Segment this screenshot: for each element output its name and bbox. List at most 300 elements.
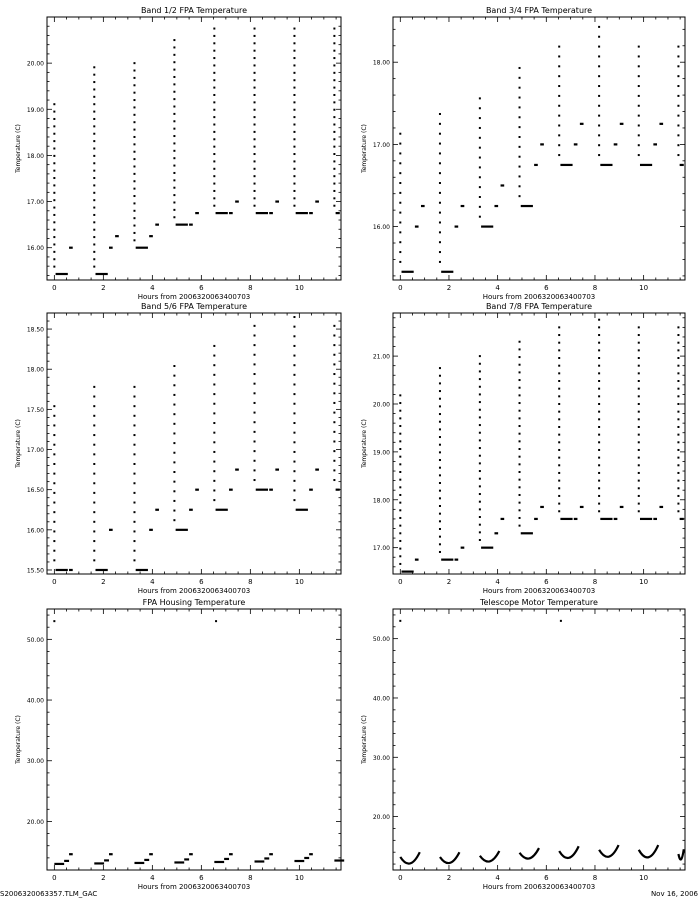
data-point [53, 243, 55, 245]
data-point [173, 113, 175, 115]
data-point [53, 140, 55, 142]
data-point [638, 95, 640, 97]
data-point [598, 26, 600, 28]
data-point [519, 136, 521, 138]
data-point [93, 266, 95, 268]
data-point [558, 418, 560, 420]
data-point [93, 434, 95, 436]
data-point [439, 428, 441, 430]
chart-title: Band 1/2 FPA Temperature [140, 6, 248, 15]
data-point [598, 334, 600, 336]
x-tick-label: 10 [294, 284, 304, 292]
data-point [519, 185, 521, 187]
data-point [677, 510, 679, 512]
chart-title: Telescope Motor Temperature [480, 598, 598, 607]
data-point [213, 138, 215, 140]
data-point [439, 375, 441, 377]
data-point [293, 175, 295, 177]
data-point [677, 124, 679, 126]
plot-frame [47, 609, 341, 870]
data-point [173, 157, 175, 159]
data-point [254, 183, 256, 185]
data-point [333, 50, 335, 52]
data-point [173, 179, 175, 181]
data-point [333, 205, 335, 207]
data-point [213, 422, 215, 424]
data-point [53, 236, 55, 238]
data-point [293, 138, 295, 140]
u-curve [480, 851, 499, 862]
data-point [293, 489, 295, 491]
data-point [333, 197, 335, 199]
data-point [133, 165, 135, 167]
data-point [598, 441, 600, 443]
data-point [439, 123, 441, 125]
data-point [254, 146, 256, 148]
data-point [638, 464, 640, 466]
data-point [439, 490, 441, 492]
data-point [93, 463, 95, 465]
data-point [598, 95, 600, 97]
data-point [293, 109, 295, 111]
data-point [638, 472, 640, 474]
data-point [399, 555, 401, 557]
data-point [479, 393, 481, 395]
data-point [254, 153, 256, 155]
data-point [439, 421, 441, 423]
x-tick-label: 6 [544, 284, 549, 292]
data-point [598, 36, 600, 38]
data-point [479, 401, 481, 403]
data-point [133, 492, 135, 494]
data-point [254, 190, 256, 192]
x-tick-label: 4 [495, 578, 500, 586]
data-point [173, 471, 175, 473]
data-point [519, 425, 521, 427]
data-point [479, 478, 481, 480]
data-point [439, 212, 441, 214]
data-point [133, 210, 135, 212]
data-series [53, 28, 339, 274]
data-point [479, 196, 481, 198]
data-point [53, 492, 55, 494]
data-point [213, 57, 215, 59]
data-point [558, 388, 560, 390]
data-point [399, 540, 401, 542]
data-point [439, 152, 441, 154]
data-point [638, 403, 640, 405]
data-point [638, 144, 640, 146]
data-point [173, 194, 175, 196]
data-point [519, 146, 521, 148]
data-point [399, 192, 401, 194]
data-point [558, 449, 560, 451]
data-point [333, 431, 335, 433]
data-point [677, 154, 679, 156]
data-point [519, 517, 521, 519]
data-point [293, 168, 295, 170]
data-point [399, 251, 401, 253]
data-point [519, 410, 521, 412]
data-point [399, 152, 401, 154]
data-point [53, 229, 55, 231]
data-point [93, 214, 95, 216]
data-point [479, 370, 481, 372]
data-point [333, 94, 335, 96]
data-point [133, 239, 135, 241]
data-point [213, 489, 215, 491]
data-point [558, 395, 560, 397]
data-point [93, 473, 95, 475]
data-point [558, 457, 560, 459]
data-point [93, 502, 95, 504]
data-point [399, 241, 401, 243]
data-point [213, 64, 215, 66]
data-point [53, 266, 55, 268]
data-point [293, 403, 295, 405]
data-point [399, 425, 401, 427]
data-point [638, 365, 640, 367]
data-point [93, 148, 95, 150]
data-point [439, 202, 441, 204]
data-point [598, 134, 600, 136]
data-point [558, 403, 560, 405]
data-point [598, 65, 600, 67]
data-point [173, 46, 175, 48]
data-point [133, 62, 135, 64]
data-point [93, 229, 95, 231]
data-point [293, 470, 295, 472]
data-point [173, 91, 175, 93]
data-point [213, 153, 215, 155]
data-point [638, 55, 640, 57]
data-point [333, 124, 335, 126]
data-point [439, 221, 441, 223]
data-point [293, 57, 295, 59]
data-point [598, 85, 600, 87]
data-point [213, 28, 215, 30]
data-point [558, 372, 560, 374]
data-point [333, 392, 335, 394]
data-point [53, 482, 55, 484]
data-point [293, 94, 295, 96]
data-point [213, 175, 215, 177]
data-point [254, 87, 256, 89]
y-axis-label: Temperature (C) [361, 419, 368, 468]
data-point [213, 190, 215, 192]
data-point [213, 412, 215, 414]
data-point [133, 453, 135, 455]
u-curve [440, 852, 459, 863]
data-point [93, 492, 95, 494]
data-point [293, 432, 295, 434]
y-axis-label: Temperature (C) [15, 124, 22, 173]
data-point [293, 412, 295, 414]
data-point [213, 461, 215, 463]
x-tick-label: 10 [639, 284, 649, 292]
data-point [213, 79, 215, 81]
data-point [558, 480, 560, 482]
data-point [93, 88, 95, 90]
data-point [677, 434, 679, 436]
y-tick-label: 16.50 [26, 487, 44, 495]
y-tick-label: 18.00 [372, 59, 390, 67]
data-point [93, 386, 95, 388]
data-point [638, 434, 640, 436]
data-point [439, 390, 441, 392]
data-point [439, 536, 441, 538]
data-point [638, 154, 640, 156]
x-tick-label: 10 [639, 874, 649, 882]
u-curve [599, 845, 618, 857]
data-point [598, 75, 600, 77]
data-point [254, 431, 256, 433]
data-point [638, 441, 640, 443]
data-point [558, 434, 560, 436]
data-point [558, 464, 560, 466]
data-point [93, 396, 95, 398]
data-point [133, 106, 135, 108]
data-point [53, 133, 55, 135]
data-point [598, 472, 600, 474]
data-point [173, 69, 175, 71]
data-point [479, 524, 481, 526]
data-point [399, 463, 401, 465]
data-point [519, 440, 521, 442]
data-point [133, 444, 135, 446]
data-point [479, 501, 481, 503]
data-point [439, 513, 441, 515]
data-point [677, 342, 679, 344]
data-point [677, 388, 679, 390]
data-point [638, 65, 640, 67]
data-point [133, 188, 135, 190]
data-point [254, 50, 256, 52]
y-tick-label: 19.00 [26, 106, 44, 114]
data-point [93, 424, 95, 426]
data-point [677, 55, 679, 57]
data-point [173, 142, 175, 144]
data-point [93, 125, 95, 127]
data-point [53, 405, 55, 407]
data-point [293, 197, 295, 199]
data-point [213, 42, 215, 44]
data-point [213, 451, 215, 453]
data-point [558, 357, 560, 359]
data-point [213, 87, 215, 89]
data-point [677, 503, 679, 505]
data-point [213, 50, 215, 52]
y-tick-label: 17.50 [26, 406, 44, 414]
data-point [333, 138, 335, 140]
data-point [333, 28, 335, 30]
data-point [53, 502, 55, 504]
data-point [677, 418, 679, 420]
data-point [638, 334, 640, 336]
data-point [293, 42, 295, 44]
x-tick-label: 6 [199, 874, 204, 882]
y-tick-label: 30.00 [26, 758, 44, 766]
data-point [638, 357, 640, 359]
data-point [53, 415, 55, 417]
x-tick-label: 8 [248, 284, 253, 292]
data-point [93, 236, 95, 238]
data-point [254, 109, 256, 111]
data-point [93, 550, 95, 552]
u-curve [559, 846, 578, 858]
data-point [254, 392, 256, 394]
data-point [479, 416, 481, 418]
data-point [53, 103, 55, 105]
data-point [254, 160, 256, 162]
data-point [53, 155, 55, 157]
data-point [558, 95, 560, 97]
data-point [93, 251, 95, 253]
data-point [399, 525, 401, 527]
data-point [254, 421, 256, 423]
data-point [293, 190, 295, 192]
data-point [254, 344, 256, 346]
data-point [519, 175, 521, 177]
data-point [598, 411, 600, 413]
data-point [93, 133, 95, 135]
data-point [677, 411, 679, 413]
data-point [173, 83, 175, 85]
data-point [519, 463, 521, 465]
chart-panel-4 [361, 302, 685, 595]
data-point [333, 344, 335, 346]
data-point [439, 467, 441, 469]
data-point [173, 120, 175, 122]
data-point [439, 241, 441, 243]
data-point [558, 326, 560, 328]
data-point [333, 42, 335, 44]
data-point [439, 367, 441, 369]
x-tick-label: 2 [101, 284, 106, 292]
y-tick-label: 18.50 [26, 326, 44, 334]
data-point [93, 511, 95, 513]
y-tick-label: 18.00 [26, 152, 44, 160]
data-point [53, 170, 55, 172]
data-point [638, 395, 640, 397]
x-axis-label: Hours from 2006320063400703 [137, 293, 251, 301]
y-tick-label: 16.00 [372, 224, 390, 232]
y-axis-label: Temperature (C) [361, 715, 368, 764]
data-point [677, 472, 679, 474]
data-point [53, 199, 55, 201]
data-point [213, 383, 215, 385]
data-point [479, 462, 481, 464]
data-point [519, 195, 521, 197]
data-point [53, 184, 55, 186]
data-point [677, 134, 679, 136]
x-tick-label: 0 [52, 284, 57, 292]
data-point [293, 28, 295, 30]
data-point [558, 426, 560, 428]
data-point [479, 439, 481, 441]
data-point [133, 415, 135, 417]
data-point [133, 158, 135, 160]
data-point [439, 172, 441, 174]
footer-date: Nov 16, 2006 [650, 890, 698, 898]
data-point [53, 111, 55, 113]
data-point [399, 231, 401, 233]
data-point [133, 463, 135, 465]
data-point [53, 559, 55, 561]
data-point [479, 166, 481, 168]
u-curve [639, 845, 658, 857]
data-point [173, 135, 175, 137]
x-tick-label: 10 [639, 578, 649, 586]
chart-panel-3 [15, 302, 341, 595]
data-point [519, 341, 521, 343]
data-point [133, 136, 135, 138]
data-point [93, 66, 95, 68]
outlier-point [53, 620, 55, 622]
data-point [479, 386, 481, 388]
data-point [598, 487, 600, 489]
data-point [93, 103, 95, 105]
y-axis-label: Temperature (C) [15, 419, 22, 468]
data-point [254, 383, 256, 385]
x-tick-label: 6 [544, 874, 549, 882]
data-point [439, 451, 441, 453]
data-point [173, 365, 175, 367]
data-point [213, 131, 215, 133]
data-point [293, 153, 295, 155]
data-point [133, 217, 135, 219]
data-point [558, 75, 560, 77]
data-point [677, 464, 679, 466]
data-point [638, 75, 640, 77]
x-tick-label: 0 [398, 874, 403, 882]
data-point [254, 35, 256, 37]
data-point [133, 143, 135, 145]
data-point [439, 231, 441, 233]
data-point [53, 540, 55, 542]
data-point [677, 449, 679, 451]
data-point [173, 384, 175, 386]
data-point [677, 334, 679, 336]
data-point [173, 423, 175, 425]
data-point [399, 509, 401, 511]
data-point [638, 380, 640, 382]
data-point [254, 101, 256, 103]
data-point [598, 395, 600, 397]
data-point [598, 372, 600, 374]
data-point [677, 115, 679, 117]
x-tick-label: 2 [101, 578, 106, 586]
data-point [519, 364, 521, 366]
data-point [439, 182, 441, 184]
data-point [173, 461, 175, 463]
data-point [53, 162, 55, 164]
data-point [558, 115, 560, 117]
data-point [598, 503, 600, 505]
data-point [399, 486, 401, 488]
u-curve [400, 852, 419, 863]
data-point [173, 500, 175, 502]
data-point [213, 403, 215, 405]
data-point [173, 98, 175, 100]
x-axis-label: Hours from 2006320063400703 [482, 883, 596, 891]
data-point [598, 349, 600, 351]
data-point [479, 378, 481, 380]
data-point [333, 175, 335, 177]
data-point [173, 54, 175, 56]
data-point [333, 190, 335, 192]
data-point [173, 209, 175, 211]
